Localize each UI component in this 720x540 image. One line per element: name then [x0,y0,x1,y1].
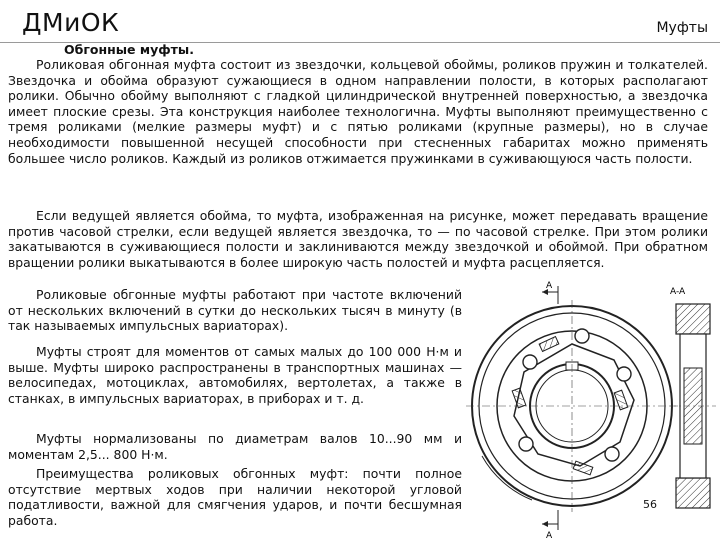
paragraph-construction: Роликовая обгонная муфта состоит из звездочки, кольцевой обоймы, роликов пружин и толкателей. Звездочка и обойма образуют сужающиеся в одном направлении полости, в которых располагают ролики. Обычно обойму выполняют с гладкой цилиндрической внутренней поверхностью, а звездочка имеет плоские срезы. Эта конструкция наиболее технологична. Муфты выполняют преимущественно с тремя роликами (мелкие размеры муфт) и с пятью роликами (крупные размеры), но в случае необходимости повышенной несущей способности при стесненных габаритах можно применять большее число роликов. Каждый из роликов отжимается пружинками в суживающуюся часть полости. [8,57,708,166]
section-title: Обгонные муфты. [64,42,194,57]
section-label: A-A [670,287,686,297]
paragraph-standards: Муфты нормализованы по диаметрам валов 10...90 мм и моментам 2,5... 800 Н·м. [8,431,462,462]
label-a-top: A [546,281,553,291]
clutch-front-view [466,300,678,512]
paragraph-operation: Если ведущей является обойма, то муфта, изображенная на рисунке, может передавать вращение против часовой стрелки, если ведущей является звездочка, то — по часовой стрелке. При этом ролики закатываются в суживающиеся полости и заклиниваются между звездочкой и обоймой. При обратном вращении ролики выкатываются в более широкую часть полостей и муфта расцепляется. [8,208,708,270]
paragraph-advantages: Преимущества роликовых обгонных муфт: почти полное отсутствие мертвых ходов при наличии некоторой угловой податливости, важной для смягчения ударов, и почти бесшумная работа. [8,466,462,528]
clutch-drawing [462,278,720,540]
paragraph-applications: Муфты строят для моментов от самых малых до 100 000 Н·м и выше. Муфты широко распространены в транспортных машинах — велосипедах, мотоциклах, автомобилях, вертолетах, а также в станках, в импульсных вариаторах, в приборах и т. д. [8,344,462,406]
header-section: Муфты [656,20,708,36]
label-a-bottom: A [546,531,553,540]
paragraph-frequency: Роликовые обгонные муфты работают при частоте включений от нескольких включений в сутки до нескольких тысяч в минуту (в так называемых импульсных вариаторах). [8,287,462,334]
page-number: 56 [643,498,657,511]
header-title: ДМиОК [22,8,120,37]
